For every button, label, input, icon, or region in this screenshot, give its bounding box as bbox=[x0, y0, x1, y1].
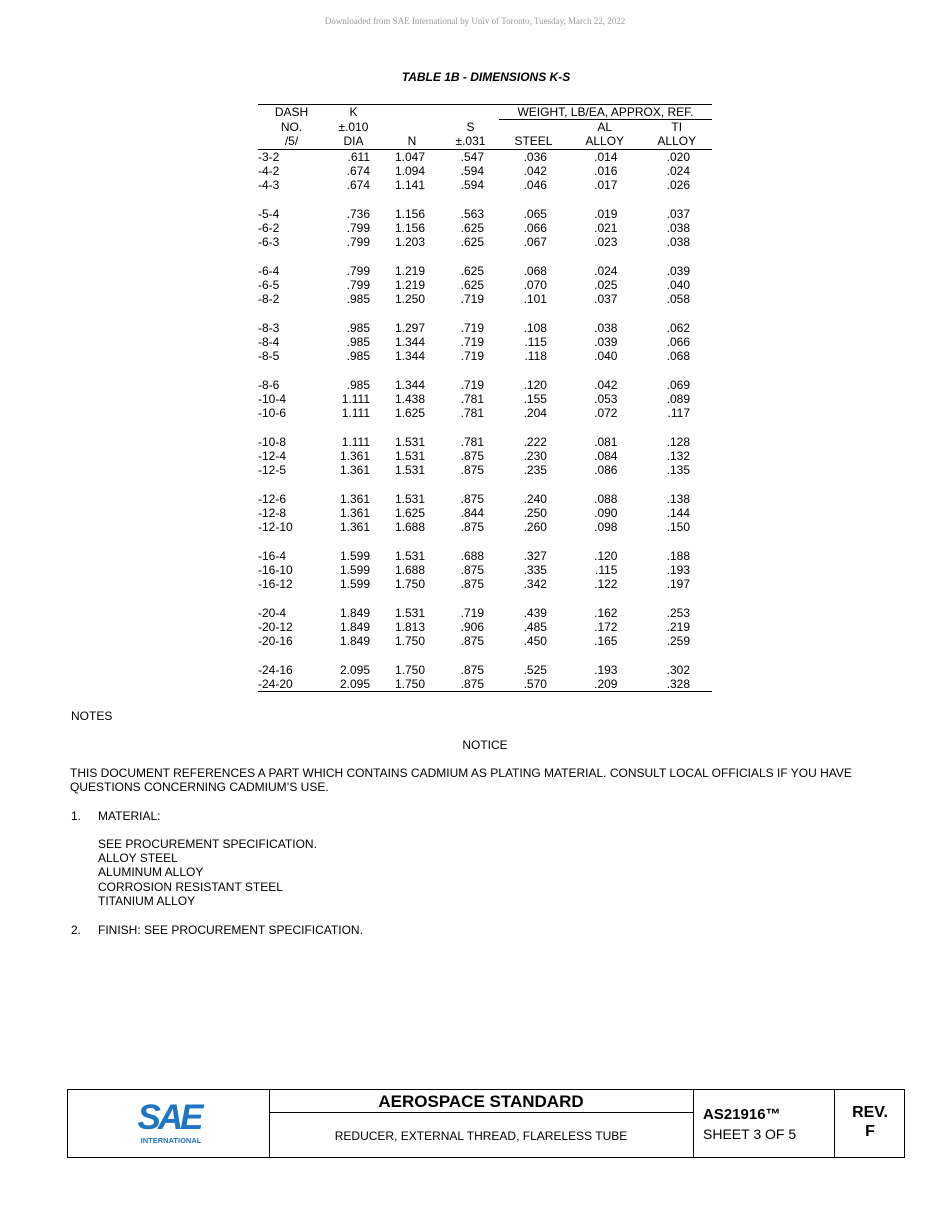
table-row bbox=[258, 634, 712, 648]
k-dia: 1.599 bbox=[339, 577, 370, 592]
table-row bbox=[258, 349, 712, 363]
table-row bbox=[258, 406, 712, 420]
s-value: .625 bbox=[460, 220, 484, 235]
download-watermark: Downloaded from SAE International by Univ of Toronto, Tuesday, March 22, 2022 bbox=[324, 16, 626, 26]
sae-logo-letters: SAE bbox=[137, 1098, 201, 1137]
weight-al-alloy: .021 bbox=[594, 220, 618, 235]
dash-number: -8-3 bbox=[258, 320, 280, 335]
header-ti-line1: TI bbox=[671, 120, 683, 135]
header-dash-line2: NO. bbox=[280, 119, 303, 134]
s-value: .594 bbox=[460, 163, 484, 178]
k-dia: 1.849 bbox=[339, 634, 370, 649]
header-al-line2: ALLOY bbox=[568, 134, 642, 149]
n-value: 1.297 bbox=[394, 320, 425, 335]
note-1-title: MATERIAL: bbox=[98, 809, 161, 823]
weight-al-alloy: .024 bbox=[594, 263, 618, 278]
weight-steel: .067 bbox=[523, 235, 547, 250]
weight-ti-alloy: .089 bbox=[666, 391, 690, 406]
dash-number: -10-6 bbox=[258, 406, 287, 421]
table-row bbox=[258, 149, 712, 164]
weight-al-alloy: .053 bbox=[594, 391, 618, 406]
weight-ti-alloy: .040 bbox=[666, 277, 690, 292]
weight-ti-alloy: .193 bbox=[666, 562, 690, 577]
table-row bbox=[258, 321, 712, 335]
weight-ti-alloy: .135 bbox=[666, 463, 690, 478]
table-row bbox=[258, 235, 712, 249]
s-value: .563 bbox=[460, 206, 484, 221]
dash-number: -12-6 bbox=[258, 491, 287, 506]
notice-heading: NOTICE bbox=[462, 738, 508, 752]
weight-ti-alloy: .026 bbox=[666, 178, 690, 193]
dash-number: -20-12 bbox=[258, 619, 293, 634]
table-row bbox=[258, 278, 712, 292]
sae-logo-subtext: INTERNATIONAL bbox=[140, 1136, 202, 1145]
document-number: AS21916™ bbox=[703, 1106, 781, 1123]
n-value: 1.047 bbox=[394, 149, 425, 164]
n-value: 1.750 bbox=[382, 677, 442, 692]
title-block-middle bbox=[269, 1090, 694, 1157]
n-value: 1.156 bbox=[394, 206, 425, 221]
k-dia: .985 bbox=[346, 320, 370, 335]
weight-al-alloy: .025 bbox=[594, 277, 618, 292]
weight-ti-alloy: .069 bbox=[666, 377, 690, 392]
s-value: .781 bbox=[460, 434, 484, 449]
weight-ti-alloy: .066 bbox=[666, 334, 690, 349]
k-dia: 2.095 bbox=[325, 677, 382, 692]
material-line: CORROSION RESISTANT STEEL bbox=[98, 879, 283, 894]
weight-steel: .570 bbox=[499, 677, 568, 692]
k-dia: 1.361 bbox=[339, 520, 370, 535]
s-value: .719 bbox=[460, 605, 484, 620]
table-row bbox=[258, 463, 712, 477]
s-value: .781 bbox=[460, 391, 484, 406]
part-description: REDUCER, EXTERNAL THREAD, FLARELESS TUBE bbox=[334, 1129, 628, 1143]
weight-ti-alloy: .117 bbox=[667, 406, 690, 421]
material-line: SEE PROCUREMENT SPECIFICATION. bbox=[98, 837, 317, 851]
dash-number: -3-2 bbox=[258, 149, 280, 164]
table-row bbox=[258, 520, 712, 534]
weight-al-alloy: .014 bbox=[594, 149, 618, 164]
table-row bbox=[258, 492, 712, 506]
header-s-line2: ±.031 bbox=[442, 134, 499, 149]
table-row bbox=[258, 207, 712, 221]
dash-number: -16-12 bbox=[258, 577, 293, 592]
table-title: TABLE 1B - DIMENSIONS K-S bbox=[401, 70, 571, 84]
k-dia: .985 bbox=[346, 292, 370, 307]
weight-ti-alloy: .150 bbox=[666, 520, 690, 535]
weight-ti-alloy: .128 bbox=[666, 434, 690, 449]
weight-al-alloy: .038 bbox=[594, 320, 618, 335]
weight-steel: .118 bbox=[524, 349, 547, 364]
dash-number: -12-4 bbox=[258, 448, 287, 463]
revision-label: REV. bbox=[852, 1104, 888, 1121]
dash-number: -24-16 bbox=[258, 662, 293, 677]
weight-ti-alloy: .058 bbox=[666, 292, 690, 307]
s-value: .625 bbox=[460, 277, 484, 292]
s-value: .719 bbox=[460, 334, 484, 349]
weight-al-alloy: .081 bbox=[594, 434, 618, 449]
weight-ti-alloy: .062 bbox=[666, 320, 690, 335]
weight-steel: .046 bbox=[523, 178, 547, 193]
dimensions-table bbox=[258, 104, 712, 692]
n-value: 1.094 bbox=[394, 163, 425, 178]
title-block bbox=[67, 1089, 905, 1158]
dash-number: -24-20 bbox=[258, 677, 325, 692]
weight-ti-alloy: .024 bbox=[666, 163, 690, 178]
weight-al-alloy: .162 bbox=[594, 605, 618, 620]
n-value: 1.344 bbox=[394, 334, 425, 349]
weight-ti-alloy: .219 bbox=[666, 619, 690, 634]
dash-number: -8-6 bbox=[258, 377, 280, 392]
weight-ti-alloy: .253 bbox=[666, 605, 690, 620]
k-dia: 1.849 bbox=[339, 605, 370, 620]
weight-steel: .260 bbox=[523, 520, 547, 535]
weight-steel: .155 bbox=[523, 391, 547, 406]
sheet-number: SHEET 3 OF 5 bbox=[703, 1126, 797, 1142]
weight-al-alloy: .172 bbox=[594, 619, 618, 634]
n-value: 1.531 bbox=[394, 548, 425, 563]
n-value: 1.531 bbox=[394, 448, 425, 463]
s-value: .781 bbox=[460, 406, 484, 421]
revision-cell bbox=[835, 1103, 905, 1141]
weight-ti-alloy: .037 bbox=[666, 206, 690, 221]
s-value: .875 bbox=[460, 662, 484, 677]
dash-number: -16-4 bbox=[258, 548, 287, 563]
k-dia: .799 bbox=[346, 235, 370, 250]
weight-steel: .204 bbox=[523, 406, 547, 421]
k-dia: .674 bbox=[346, 178, 370, 193]
n-value: 1.344 bbox=[394, 377, 425, 392]
s-value: .625 bbox=[460, 235, 484, 250]
table-row bbox=[258, 606, 712, 620]
s-value: .594 bbox=[460, 178, 484, 193]
header-ti-line2: ALLOY bbox=[641, 134, 712, 149]
weight-al-alloy: .193 bbox=[594, 662, 618, 677]
weight-al-alloy: .072 bbox=[594, 406, 618, 421]
dash-number: -8-2 bbox=[258, 292, 280, 307]
weight-steel: .066 bbox=[523, 220, 547, 235]
s-value: .688 bbox=[460, 548, 484, 563]
weight-al-alloy: .122 bbox=[594, 577, 618, 592]
note-1-number: 1. bbox=[71, 809, 82, 823]
weight-steel: .240 bbox=[523, 491, 547, 506]
dash-number: -6-4 bbox=[258, 263, 280, 278]
dash-number: -12-8 bbox=[258, 505, 287, 520]
table-row bbox=[258, 378, 712, 392]
k-dia: .736 bbox=[346, 206, 370, 221]
header-k-line1: K bbox=[325, 105, 382, 120]
n-value: 1.688 bbox=[394, 520, 425, 535]
dash-number: -12-10 bbox=[258, 520, 293, 535]
weight-steel: .065 bbox=[523, 206, 547, 221]
k-dia: 2.095 bbox=[339, 662, 370, 677]
k-dia: 1.111 bbox=[341, 434, 370, 449]
header-k-line3: DIA bbox=[325, 134, 382, 149]
weight-steel: .485 bbox=[523, 619, 547, 634]
header-k-line2: ±.010 bbox=[338, 119, 369, 134]
standard-title: AEROSPACE STANDARD bbox=[269, 1090, 693, 1113]
k-dia: .799 bbox=[346, 220, 370, 235]
dash-number: -4-3 bbox=[258, 178, 280, 193]
n-value: 1.625 bbox=[394, 505, 425, 520]
sae-logo-cell bbox=[68, 1090, 270, 1157]
n-value: 1.750 bbox=[394, 662, 425, 677]
weight-ti-alloy: .302 bbox=[666, 662, 690, 677]
n-value: 1.531 bbox=[394, 605, 425, 620]
weight-steel: .115 bbox=[524, 334, 547, 349]
n-value: 1.750 bbox=[394, 634, 425, 649]
table-row bbox=[258, 449, 712, 463]
weight-al-alloy: .037 bbox=[594, 292, 618, 307]
s-value: .875 bbox=[460, 491, 484, 506]
k-dia: .985 bbox=[346, 334, 370, 349]
s-value: .625 bbox=[460, 263, 484, 278]
weight-al-alloy: .165 bbox=[594, 634, 618, 649]
weight-al-alloy: .090 bbox=[594, 505, 618, 520]
n-value: 1.688 bbox=[394, 562, 425, 577]
weight-al-alloy: .039 bbox=[594, 334, 618, 349]
sae-logo-icon bbox=[68, 1090, 269, 1157]
weight-steel: .230 bbox=[523, 448, 547, 463]
weight-steel: .042 bbox=[523, 163, 547, 178]
note-1-material-list bbox=[98, 837, 317, 908]
n-value: 1.250 bbox=[394, 292, 425, 307]
header-steel: STEEL bbox=[499, 134, 568, 149]
s-value: .875 bbox=[460, 562, 484, 577]
dash-number: -6-5 bbox=[258, 277, 280, 292]
notes-heading: NOTES bbox=[71, 709, 113, 723]
n-value: 1.438 bbox=[394, 391, 425, 406]
dash-number: -5-4 bbox=[258, 206, 280, 221]
weight-ti-alloy: .038 bbox=[666, 220, 690, 235]
k-dia: 1.361 bbox=[339, 505, 370, 520]
header-al-line1: AL bbox=[597, 120, 613, 135]
k-dia: 1.361 bbox=[339, 448, 370, 463]
s-value: .719 bbox=[460, 320, 484, 335]
k-dia: 1.849 bbox=[339, 619, 370, 634]
s-value: .875 bbox=[442, 677, 499, 692]
weight-ti-alloy: .259 bbox=[666, 634, 690, 649]
s-value: .844 bbox=[460, 505, 484, 520]
n-value: 1.219 bbox=[394, 277, 425, 292]
table-row bbox=[258, 392, 712, 406]
weight-al-alloy: .017 bbox=[594, 178, 618, 193]
s-value: .719 bbox=[460, 292, 484, 307]
dash-number: -10-8 bbox=[258, 434, 287, 449]
n-value: 1.531 bbox=[394, 463, 425, 478]
s-value: .719 bbox=[460, 349, 484, 364]
s-value: .875 bbox=[460, 520, 484, 535]
header-dash-line1: DASH bbox=[258, 105, 325, 120]
weight-ti-alloy: .197 bbox=[666, 577, 690, 592]
weight-ti-alloy: .068 bbox=[666, 349, 690, 364]
table-row bbox=[258, 178, 712, 192]
table-row bbox=[258, 506, 712, 520]
header-weight: WEIGHT, LB/EA, APPROX, REF. bbox=[499, 105, 712, 120]
material-line: TITANIUM ALLOY bbox=[98, 893, 196, 908]
k-dia: 1.111 bbox=[341, 391, 370, 406]
material-line: ALLOY STEEL bbox=[98, 851, 178, 866]
s-value: .906 bbox=[460, 619, 484, 634]
table-row bbox=[258, 563, 712, 577]
dimensions-table-body bbox=[258, 149, 712, 691]
revision-value: F bbox=[865, 1123, 875, 1140]
dash-number: -10-4 bbox=[258, 391, 287, 406]
dash-number: -6-2 bbox=[258, 220, 280, 235]
weight-ti-alloy: .132 bbox=[666, 448, 690, 463]
n-value: 1.531 bbox=[394, 491, 425, 506]
weight-al-alloy: .084 bbox=[594, 448, 618, 463]
dash-number: -20-4 bbox=[258, 605, 287, 620]
k-dia: 1.361 bbox=[339, 491, 370, 506]
weight-al-alloy: .040 bbox=[594, 349, 618, 364]
weight-ti-alloy: .144 bbox=[666, 505, 690, 520]
k-dia: .674 bbox=[346, 163, 370, 178]
k-dia: .985 bbox=[346, 349, 370, 364]
k-dia: .985 bbox=[346, 377, 370, 392]
weight-steel: .439 bbox=[523, 605, 547, 620]
weight-steel: .108 bbox=[523, 320, 547, 335]
table-row bbox=[258, 549, 712, 563]
k-dia: .799 bbox=[346, 263, 370, 278]
weight-ti-alloy: .188 bbox=[666, 548, 690, 563]
note-2-number: 2. bbox=[71, 923, 82, 937]
weight-steel: .101 bbox=[523, 292, 547, 307]
n-value: 1.531 bbox=[394, 434, 425, 449]
s-value: .875 bbox=[460, 634, 484, 649]
weight-steel: .068 bbox=[523, 263, 547, 278]
k-dia: .799 bbox=[346, 277, 370, 292]
k-dia: 1.599 bbox=[339, 562, 370, 577]
weight-al-alloy: .120 bbox=[594, 548, 618, 563]
weight-steel: .327 bbox=[523, 548, 547, 563]
weight-al-alloy: .209 bbox=[568, 677, 642, 692]
k-dia: .611 bbox=[347, 149, 370, 164]
k-dia: 1.599 bbox=[339, 548, 370, 563]
header-dash-line3: /5/ bbox=[258, 134, 325, 149]
weight-al-alloy: .042 bbox=[594, 377, 618, 392]
n-value: 1.141 bbox=[394, 178, 425, 193]
n-value: 1.156 bbox=[394, 220, 425, 235]
dash-number: -8-4 bbox=[258, 334, 280, 349]
weight-al-alloy: .019 bbox=[594, 206, 618, 221]
table-row bbox=[258, 164, 712, 178]
n-value: 1.203 bbox=[394, 235, 425, 250]
table-row bbox=[258, 435, 712, 449]
s-value: .719 bbox=[460, 377, 484, 392]
weight-steel: .222 bbox=[523, 434, 547, 449]
s-value: .547 bbox=[460, 149, 484, 164]
table-row bbox=[258, 620, 712, 634]
header-n: N bbox=[382, 134, 442, 149]
s-value: .875 bbox=[460, 463, 484, 478]
s-value: .875 bbox=[460, 577, 484, 592]
weight-steel: .450 bbox=[523, 634, 547, 649]
note-2-title: FINISH: SEE PROCUREMENT SPECIFICATION. bbox=[98, 923, 363, 937]
dash-number: -4-2 bbox=[258, 163, 280, 178]
dash-number: -12-5 bbox=[258, 463, 287, 478]
dash-number: -20-16 bbox=[258, 634, 293, 649]
weight-steel: .070 bbox=[523, 277, 547, 292]
table-row bbox=[258, 292, 712, 306]
n-value: 1.344 bbox=[394, 349, 425, 364]
weight-steel: .120 bbox=[523, 377, 547, 392]
weight-steel: .525 bbox=[523, 662, 547, 677]
table-row bbox=[258, 677, 712, 692]
dash-number: -16-10 bbox=[258, 562, 293, 577]
n-value: 1.813 bbox=[394, 619, 425, 634]
k-dia: 1.111 bbox=[341, 406, 370, 421]
weight-al-alloy: .016 bbox=[594, 163, 618, 178]
table-row bbox=[258, 264, 712, 278]
table-row bbox=[258, 577, 712, 591]
weight-al-alloy: .115 bbox=[595, 562, 618, 577]
weight-ti-alloy: .038 bbox=[666, 235, 690, 250]
weight-steel: .036 bbox=[523, 149, 547, 164]
weight-ti-alloy: .039 bbox=[666, 263, 690, 278]
weight-steel: .235 bbox=[523, 463, 547, 478]
dash-number: -8-5 bbox=[258, 349, 280, 364]
weight-al-alloy: .023 bbox=[594, 235, 618, 250]
weight-al-alloy: .098 bbox=[594, 520, 618, 535]
material-line: ALUMINUM ALLOY bbox=[98, 865, 204, 880]
cadmium-notice-text: THIS DOCUMENT REFERENCES A PART WHICH CONTAINS CADMIUM AS PLATING MATERIAL. CONSULT LOCAL OFFICIALS IF YOU HAVE QUESTIONS CONCERNING CADMIUM’S USE. bbox=[70, 766, 852, 795]
weight-ti-alloy: .020 bbox=[666, 149, 690, 164]
weight-steel: .250 bbox=[523, 505, 547, 520]
weight-steel: .335 bbox=[523, 562, 547, 577]
weight-ti-alloy: .138 bbox=[666, 491, 690, 506]
n-value: 1.750 bbox=[394, 577, 425, 592]
n-value: 1.219 bbox=[394, 263, 425, 278]
n-value: 1.625 bbox=[394, 406, 425, 421]
weight-ti-alloy: .328 bbox=[641, 677, 712, 692]
dash-number: -6-3 bbox=[258, 235, 280, 250]
header-s-line1: S bbox=[466, 119, 475, 134]
weight-steel: .342 bbox=[523, 577, 547, 592]
table-row bbox=[258, 663, 712, 677]
s-value: .875 bbox=[460, 448, 484, 463]
table-row bbox=[258, 335, 712, 349]
doc-number-cell bbox=[694, 1090, 835, 1157]
weight-al-alloy: .088 bbox=[594, 491, 618, 506]
k-dia: 1.361 bbox=[339, 463, 370, 478]
weight-al-alloy: .086 bbox=[594, 463, 618, 478]
table-row bbox=[258, 221, 712, 235]
